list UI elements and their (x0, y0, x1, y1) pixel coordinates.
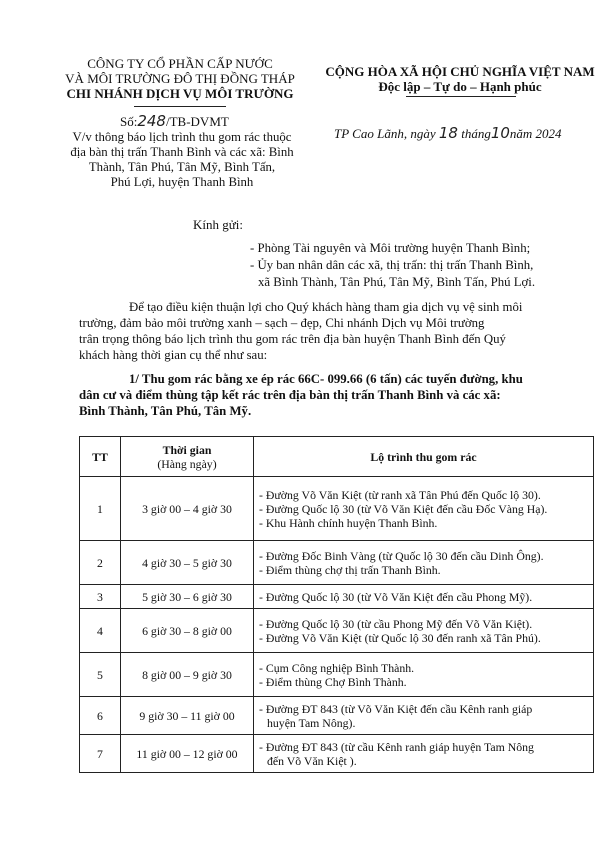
route-line: - Đường Quốc lộ 30 (từ Võ Văn Kiệt đến cầu Đốc Vàng Hạ). (259, 501, 548, 516)
row-time: 4 giờ 30 – 5 giờ 30 (121, 541, 254, 585)
route-line: - Đường Quốc lộ 30 (từ Võ Văn Kiệt đến cầu Phong Mỹ). (259, 589, 533, 604)
doc-number-handwritten: 248 (137, 112, 166, 130)
document-date (334, 124, 562, 142)
row-routes (254, 541, 594, 585)
table-header-row (80, 437, 594, 477)
row-time: 11 giờ 00 – 12 giờ 00 (121, 735, 254, 773)
intro-paragraph (79, 299, 595, 363)
subject-line3: Thành, Tân Phú, Tân Mỹ, Bình Tấn, (88, 160, 276, 174)
row-routes (254, 735, 594, 773)
route-line: - Đường Đốc Binh Vàng (từ Quốc lộ 30 đến cầu Dinh Ông). (259, 548, 544, 563)
row-tt: 4 (80, 609, 121, 653)
header-tt: TT (80, 437, 121, 477)
route-line: - Điểm thùng Chợ Bình Thành. (259, 674, 407, 689)
section-1-line1: 1/ Thu gom rác bằng xe ép rác 66C- 099.66 (6 tấn) các tuyến đường, khu (129, 372, 523, 386)
header-time-sub: (Hàng ngày) (157, 456, 217, 471)
header-time (121, 437, 254, 477)
table-row (80, 653, 594, 697)
table-row (80, 477, 594, 541)
section-1-line3: Bình Thành, Tân Phú, Tân Mỹ. (79, 404, 252, 418)
table-row (80, 735, 594, 773)
route-line: - Đường Quốc lộ 30 (từ cầu Phong Mỹ đến Võ Văn Kiệt). (259, 616, 533, 631)
date-month-handwritten: 10 (490, 124, 510, 142)
country-name: CỘNG HÒA XÃ HỘI CHỦ NGHĨA VIỆT NAM (325, 64, 595, 79)
route-line: huyện Tam Nông). (267, 715, 356, 730)
route-line: - Đường ĐT 843 (từ Võ Văn Kiệt đến cầu Kênh ranh giáp (259, 701, 533, 716)
route-line: - Cụm Công nghiệp Bình Thành. (259, 660, 415, 675)
row-routes (254, 585, 594, 609)
row-routes (254, 609, 594, 653)
row-time: 3 giờ 00 – 4 giờ 30 (121, 477, 254, 541)
subject-line1: V/v thông báo lịch trình thu gom rác thuộc (72, 130, 292, 144)
company-name-block (58, 56, 302, 101)
company-name-line2: VÀ MÔI TRƯỜNG ĐÔ THỊ ĐỒNG THÁP (65, 71, 295, 86)
company-name-line1: CÔNG TY CỔ PHẦN CẤP NƯỚC (87, 56, 273, 71)
row-tt: 6 (80, 697, 121, 735)
branch-name: CHI NHÁNH DỊCH VỤ MÔI TRƯỜNG (66, 86, 294, 101)
row-time: 9 giờ 30 – 11 giờ 00 (121, 697, 254, 735)
collection-schedule-table (79, 436, 594, 773)
greeting: Kính gửi: (193, 217, 244, 232)
header-route: Lộ trình thu gom rác (254, 437, 594, 477)
date-prefix: TP Cao Lãnh, ngày (334, 126, 436, 141)
date-month-label: tháng (461, 126, 491, 141)
national-motto-block (318, 64, 602, 94)
row-tt: 2 (80, 541, 121, 585)
document-subject (52, 130, 312, 190)
row-time: 5 giờ 30 – 6 giờ 30 (121, 585, 254, 609)
doc-number-suffix: /TB-DVMT (165, 114, 229, 129)
document-number (120, 114, 229, 130)
section-1-heading (79, 371, 595, 419)
table-row (80, 585, 594, 609)
intro-line1: Để tạo điều kiện thuận lợi cho Quý khách hàng tham gia dịch vụ vệ sinh môi (129, 300, 523, 314)
row-time: 8 giờ 00 – 9 giờ 30 (121, 653, 254, 697)
route-line: - Đường Võ Văn Kiệt (từ Quốc lộ 30 đến ranh xã Tân Phú). (259, 630, 541, 645)
date-year: năm 2024 (509, 126, 562, 141)
subject-line2: địa bàn thị trấn Thanh Bình và các xã: Bình (70, 145, 294, 159)
motto: Độc lập – Tự do – Hạnh phúc (378, 79, 542, 94)
intro-line4: khách hàng thời gian cụ thể như sau: (79, 348, 268, 362)
recipient-2-line1: - Ủy ban nhân dân các xã, thị trấn: thị trấn Thanh Bình, (250, 258, 534, 272)
route-line: - Đường Võ Văn Kiệt (từ ranh xã Tân Phú đến Quốc lộ 30). (259, 487, 541, 502)
header-time-label: Thời gian (162, 442, 212, 457)
table-row (80, 609, 594, 653)
subject-line4: Phú Lợi, huyện Thanh Bình (110, 175, 254, 189)
date-day-handwritten: 18 (438, 124, 458, 142)
route-line: - Điểm thùng chợ thị trấn Thanh Bình. (259, 562, 441, 577)
table-row (80, 697, 594, 735)
row-tt: 5 (80, 653, 121, 697)
row-tt: 1 (80, 477, 121, 541)
intro-line2: trường, đảm bảo môi trường xanh – sạch – đẹp, Chi nhánh Dịch vụ Môi trường (79, 316, 485, 330)
row-routes (254, 477, 594, 541)
route-line: - Khu Hành chính huyện Thanh Bình. (259, 515, 438, 530)
row-routes (254, 697, 594, 735)
table-row (80, 541, 594, 585)
recipient-1: - Phòng Tài nguyên và Môi trường huyện Thanh Bình; (250, 241, 531, 255)
recipient-list (250, 240, 590, 291)
doc-number-prefix: Số: (120, 114, 138, 129)
recipient-2-line2: xã Bình Thành, Tân Phú, Tân Mỹ, Bình Tấn, Phú Lợi. (258, 275, 536, 289)
section-1-line2: dân cư và điểm thùng tập kết rác trên địa bàn thị trấn Thanh Bình và các xã: (79, 388, 501, 402)
route-line: - Đường ĐT 843 (từ cầu Kênh ranh giáp huyện Tam Nông (259, 739, 534, 754)
motto-underline (406, 96, 516, 97)
intro-line3: trân trọng thông báo lịch trình thu gom rác trên địa bàn huyện Thanh Bình đến Quý (79, 332, 506, 346)
row-tt: 3 (80, 585, 121, 609)
row-time: 6 giờ 30 – 8 giờ 00 (121, 609, 254, 653)
branch-underline (134, 106, 226, 107)
route-line: đến Võ Văn Kiệt ). (267, 753, 357, 768)
row-tt: 7 (80, 735, 121, 773)
row-routes (254, 653, 594, 697)
